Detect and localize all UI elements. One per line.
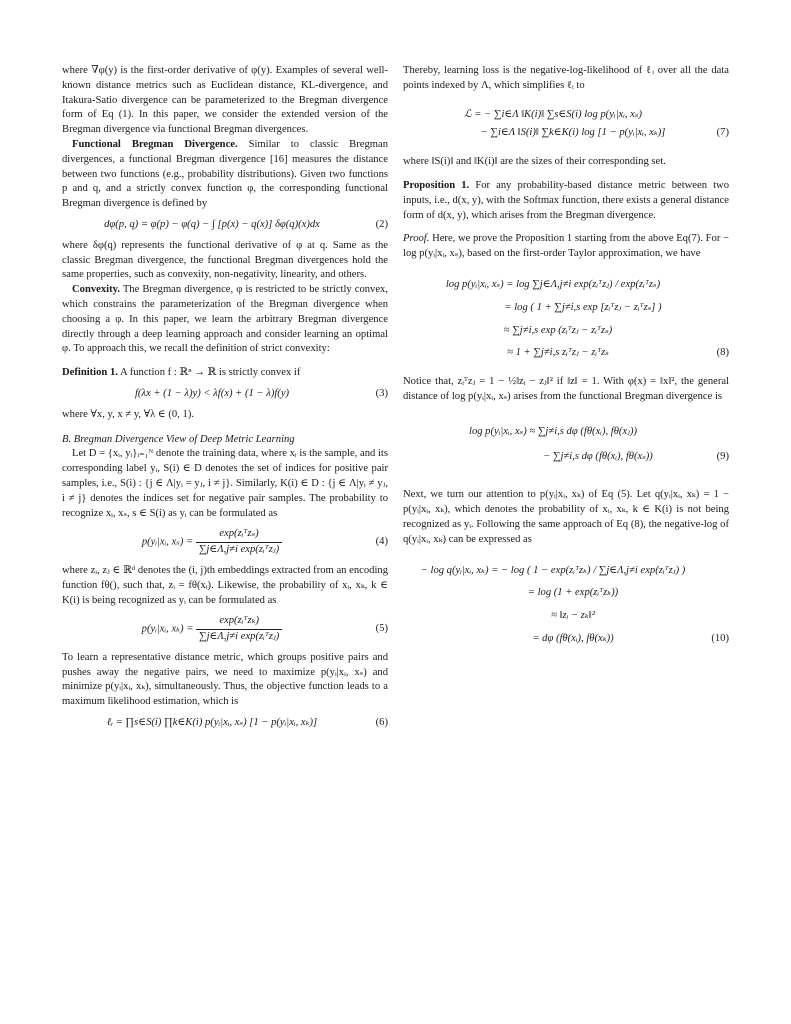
equation-9: log p(yᵢ|xᵢ, xₛ) ≈ ∑j≠i,s dφ (fθ(xᵢ), fθ(xⱼ)) − ∑j≠i,s dφ (fθ(xᵢ), fθ(xₛ)) (9) (469, 425, 729, 462)
equation-6: ℓᵢ = ∏s∈S(i) ∏k∈K(i) p(yᵢ|xᵢ, xₛ) [1 − p(yᵢ|xᵢ, xₖ)] (6) (106, 717, 388, 729)
right-column (403, 64, 729, 655)
paragraph: Here, we prove the Proposition 1 starting from the above Eq(7). For − log p(yᵢ|xᵢ, xₛ), based on the first-order Taylor approximation, we have (403, 233, 729, 260)
equation-5: p(yᵢ|xᵢ, xₖ) = $\frac{\text{exp(zᵢᵀzₖ)}}{\text{∑j∈Λ,j≠i exp(zᵢᵀzⱼ)}}$ (5) (141, 615, 388, 643)
paragraph: Let D = {xᵢ, yᵢ}ᵢ₌₁ᴺ denote the training data, where xᵢ is the sample, and its corresponding label yᵢ, S(i) ∈ D denotes the set of indices for positive pair samples, i.e., S(i) : {j ∈ Λ|yᵢ = yⱼ, i ≠ j}. Similarly, K(i) ∈ D : {j ∈ Λ|yᵢ ≠ yⱼ, i ≠ j} denotes the indices set for negative pair samples. The probability to recognize xᵢ, xₛ, s ∈ S(i) as yᵢ can be formulated as (62, 448, 388, 519)
left-column (62, 64, 388, 737)
paragraph: Similar to classic Bregman divergences, a functional Bregman divergence [16] measures the distance between two functions (e.g., probability distributions). Given two functions p and q, and a strictly convex function φ, the corresponding functional Bregman divergence is defined by (62, 138, 388, 210)
convexity-heading: Convexity. (72, 284, 120, 296)
equation-10: − log q(yᵢ|xᵢ, xₖ) = − log ( 1 − exp(zᵢᵀzₖ) / ∑j∈Λ,j≠i exp(zᵢᵀzⱼ) ) = log (1 + exp(zᵢᵀzₖ)) ≈ ‖zᵢ − zₖ‖² = dφ (fθ(xᵢ), fθ(xₖ)) (10) (420, 564, 729, 644)
fbd-heading: Functional Bregman Divergence. (72, 138, 238, 150)
equation-7a: ℒ = − ∑i∈Λ ‖K(i)‖ ∑s∈S(i) log p(yᵢ|xᵢ, xₛ) (464, 108, 642, 120)
paragraph: where δφ(q) represents the functional derivative of φ at q. Same as the classic Bregman divergence, the functional Bregman divergences hold the same properties, such as convexity, non-negativity, linearity, and others. (62, 239, 388, 281)
paragraph: A function f : ℝⁿ → ℝ is strictly convex if (117, 367, 301, 379)
paragraph: Notice that, zᵢᵀzⱼ = 1 − ½‖zᵢ − zⱼ‖² if ‖z‖ = 1. With φ(x) = ‖x‖², the general distance of log p(yᵢ|xᵢ, xₛ) arises from the functional Bregman divergence is (403, 376, 729, 402)
equation-4: p(yᵢ|xᵢ, xₛ) = $\frac{\text{exp(zᵢᵀzₛ)}}{\text{∑j∈Λ,j≠i exp(zᵢᵀzⱼ)}}$ (4) (141, 528, 388, 556)
definition-heading: Definition 1. (62, 367, 118, 379)
equation-3: f(λx + (1 − λ)y) < λf(x) + (1 − λ)f(y) (3) (134, 387, 388, 399)
paragraph: where zᵢ, zⱼ ∈ ℝᵈ denotes the (i, j)th embeddings extracted from an encoding function fθ(), such that, zᵢ = fθ(xᵢ). Likewise, the probability of xᵢ, xₖ, k ∈ K(i) is being recognized as yᵢ can be formulated as (62, 564, 388, 606)
section-heading: B. Bregman Divergence View of Deep Metric Learning (62, 433, 295, 445)
paragraph: where ∀x, y, x ≠ y, ∀λ ∈ (0, 1). (62, 408, 194, 420)
equation-2: dφ(p, q) = φ(p) − φ(q) − ∫ [p(x) − q(x)] δφ(q)(x)dx (2) (104, 218, 388, 230)
proposition-heading: Proposition 1. (403, 179, 470, 191)
paragraph: Thereby, learning loss is the negative-log-likelihood of ℓᵢ over all the data points indexed by Λ, which simplifies ℓᵢ to (403, 65, 729, 91)
paragraph: For any probability-based distance metric between two inputs, i.e., d(x, y), with the Softmax function, there exists a general distance form of d(x, y), which arises from the Bregman divergence. (403, 179, 729, 221)
paragraph: The Bregman divergence, φ is restricted to be strictly convex, which constrains the parameterization of the Bregman divergence when choosing a φ. In this paper, we learn the arbitrary Bregman divergence directly through a deep learning approach and consider learning an optimal φ. To approach this, we recall the definition of strict convexity: (62, 284, 388, 355)
equation-8: log p(yᵢ|xᵢ, xₛ) = log ∑j∈Λ,j≠i exp(zᵢᵀzⱼ) / exp(zᵢᵀzₛ) = log ( 1 + ∑j≠i,s exp [zᵢᵀzⱼ − zᵢᵀzₛ] ) ≈ ∑j≠i,s exp (zᵢᵀzⱼ − zᵢᵀzₛ) ≈ 1 + ∑j≠i,s zᵢᵀzⱼ − zᵢᵀzₛ (8) (445, 278, 729, 359)
paragraph: where ∇φ(y) is the first-order derivative of φ(y). Examples of several well-known distance metrics such as Euclidean distance, KL-divergence, and Itakura-Satio divergence can be parameterized to the Bregman divergence form of Eq (1). In this paper, we consider the extended version of the Bregman divergence via functional Bregman divergences. (62, 65, 388, 136)
paragraph: Next, we turn our attention to p(yᵢ|xᵢ, xₖ) of Eq (5). Let q(yᵢ|xᵢ, xₖ) = 1 − p(yᵢ|xᵢ, xₖ), which denotes the probability of xᵢ, xₖ, k ∈ K(i) is not being recognized as yᵢ. Following the same approach of Eq (8), the negative-log of q(yᵢ|xᵢ, xₖ) can be expressed as (403, 489, 729, 545)
proof-heading: Proof. (403, 233, 430, 245)
paragraph: where ‖S(i)‖ and ‖K(i)‖ are the sizes of their corresponding set. (403, 156, 666, 168)
paragraph: To learn a representative distance metric, which groups positive pairs and pushes away the negative pairs, we need to maximize p(yᵢ|xᵢ, xₛ) and minimize p(yᵢ|xᵢ, xₖ), simultaneously. Thus, the objective function leads to a maximum likelihood estimation, which is (62, 651, 388, 708)
equation-7b: − ∑i∈Λ ‖S(i)‖ ∑k∈K(i) log [1 − p(yᵢ|xᵢ, xₖ)] (7) (480, 127, 729, 139)
